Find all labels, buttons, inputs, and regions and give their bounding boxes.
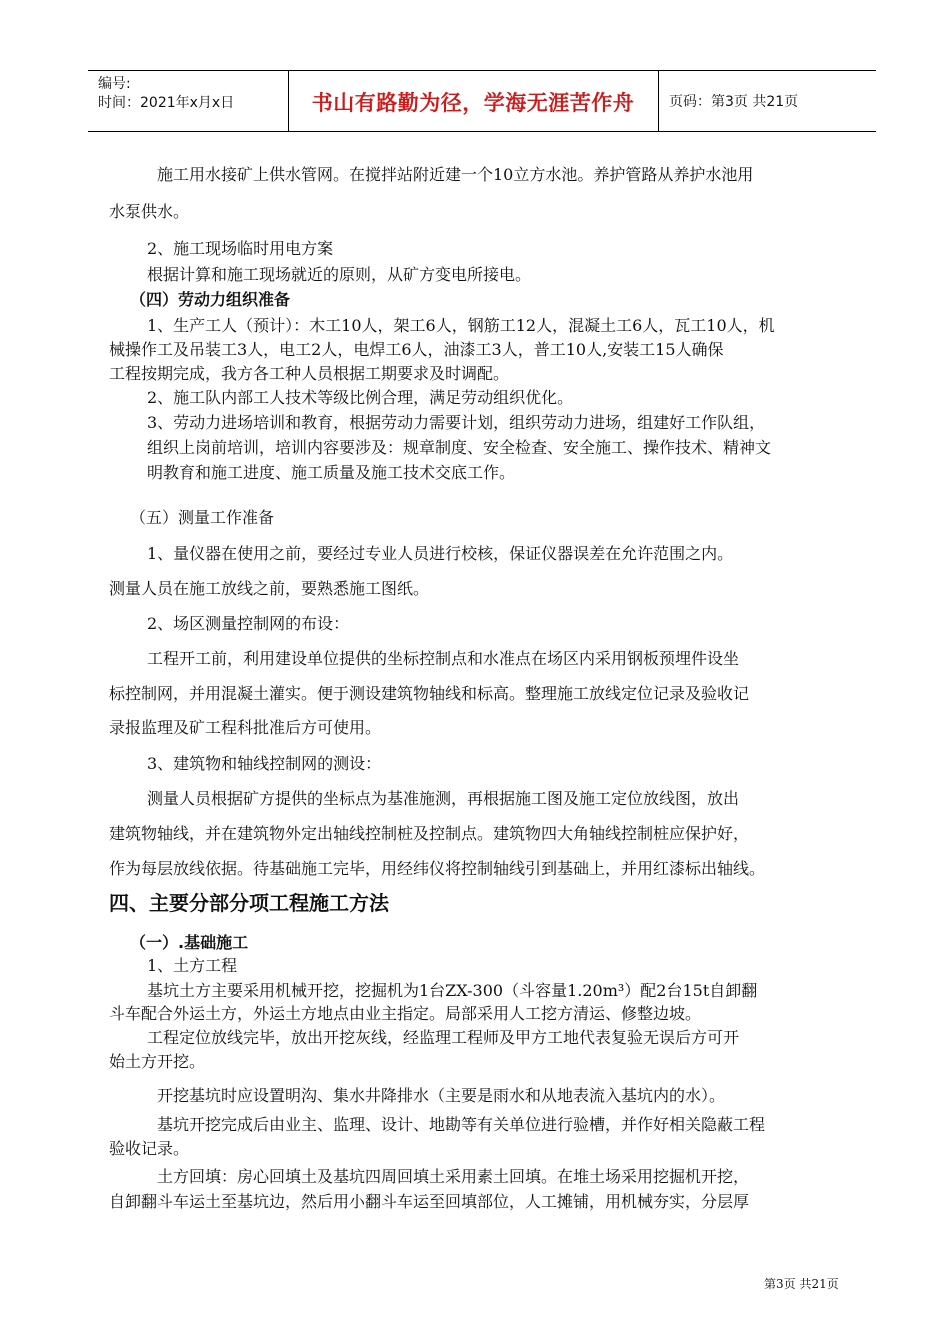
paragraph-line: 始土方开挖。	[109, 1052, 206, 1071]
section-heading: （四）劳动力组织准备	[130, 290, 291, 309]
paragraph-line: 工程按期完成，我方各工种人员根据工期要求及时调配。	[109, 364, 510, 383]
section-heading: （一）.基础施工	[130, 933, 249, 952]
paragraph-line: 作为每层放线依据。待基础施工完毕，用经纬仪将控制轴线引到基础上，并用红漆标出轴线。	[109, 859, 766, 878]
header-meta-cell	[88, 71, 289, 131]
paragraph-line: 水泵供水。	[109, 202, 190, 221]
paragraph-line: 基坑开挖完成后由业主、监理、设计、地勘等有关单位进行验槽，并作好相关隐蔽工程	[157, 1115, 766, 1134]
paragraph-line: 自卸翻斗车运土至基坑边，然后用小翻斗车运至回填部位，人工摊铺，用机械夯实，分层厚	[109, 1192, 750, 1211]
header-page-cell	[659, 71, 876, 131]
chapter-heading: 四、主要分部分项工程施工方法	[109, 891, 389, 915]
paragraph-line: 标控制网，并用混凝土灌实。便于测设建筑物轴线和标高。整理施工放线定位记录及验收记	[109, 684, 750, 703]
paragraph-line: 3、建筑物和轴线控制网的测设：	[147, 754, 382, 773]
paragraph-line: 开挖基坑时应设置明沟、集水井降排水（主要是雨水和从地表流入基坑内的水）。	[157, 1086, 726, 1105]
paragraph-line: 录报监理及矿工程科批准后方可使用。	[109, 718, 382, 737]
paragraph-line: 验收记录。	[109, 1139, 190, 1158]
paragraph-line: 基坑土方主要采用机械开挖，挖掘机为1台ZX-300（斗容量1.20m³）配2台15t自卸翻	[147, 981, 758, 1000]
page-info: 页码：第3页 共21页	[669, 94, 799, 110]
paragraph-line: 1、生产工人（预计）：木工10人，架工6人，钢筋工12人，混凝土工6人，瓦工10人，机	[147, 316, 775, 335]
paragraph-line: 测量人员在施工放线之前，要熟悉施工图纸。	[109, 579, 430, 598]
paragraph-line: 测量人员根据矿方提供的坐标点为基准施测，再根据施工图及施工定位放线图，放出	[147, 789, 740, 808]
paragraph-line: 工程定位放线完毕，放出开挖灰线，经监理工程师及甲方工地代表复验无误后方可开	[147, 1028, 740, 1047]
paragraph-line: 工程开工前，利用建设单位提供的坐标控制点和水准点在场区内采用钢板预埋件设坐	[147, 649, 740, 668]
section-heading: （五）测量工作准备	[130, 508, 275, 527]
header-motto-cell	[288, 71, 659, 131]
paragraph-line: 2、场区测量控制网的布设：	[147, 614, 350, 633]
paragraph-line: 1、土方工程	[147, 956, 238, 975]
paragraph-line: 土方回填：房心回填土及基坑四周回填土采用素土回填。在堆土场采用挖掘机开挖，	[157, 1167, 750, 1186]
page-footer: 第3页 共21页	[764, 1277, 839, 1291]
paragraph-line: 斗车配合外运土方，外运土方地点由业主指定。局部采用人工挖方清运、修整边坡。	[109, 1004, 702, 1023]
paragraph-line: 组织上岗前培训，培训内容要涉及：规章制度、安全检查、安全施工、操作技术、精神文	[147, 438, 772, 457]
paragraph-line: 明教育和施工进度、施工质量及施工技术交底工作。	[147, 463, 516, 482]
document-date: 时间：2021年x月x日	[98, 95, 235, 111]
paragraph-line: 3、劳动力进场培训和教育，根据劳动力需要计划，组织劳动力进场，组建好工作队组，	[147, 413, 766, 432]
paragraph-line: 建筑物轴线，并在建筑物外定出轴线控制桩及控制点。建筑物四大角轴线控制桩应保护好，	[109, 824, 750, 843]
paragraph-line: 根据计算和施工现场就近的原则，从矿方变电所接电。	[147, 265, 532, 284]
paragraph-line: 械操作工及吊装工3人，电工2人，电焊工6人，油漆工3人，普工10人,安装工15人确保	[109, 340, 724, 359]
document-number-label: 编号:	[98, 76, 131, 92]
paragraph-line: 施工用水接矿上供水管网。在搅拌站附近建一个10立方水池。养护管路从养护水池用	[157, 165, 754, 184]
page-header	[88, 70, 876, 132]
paragraph-line: 2、施工现场临时用电方案	[147, 239, 334, 258]
paragraph-line: 2、施工队内部工人技术等级比例合理，满足劳动组织优化。	[147, 388, 574, 407]
motto-text: 书山有路勤为径，学海无涯苦作舟	[311, 91, 635, 115]
paragraph-line: 1、量仪器在使用之前，要经过专业人员进行校核，保证仪器误差在允许范围之内。	[147, 544, 734, 563]
